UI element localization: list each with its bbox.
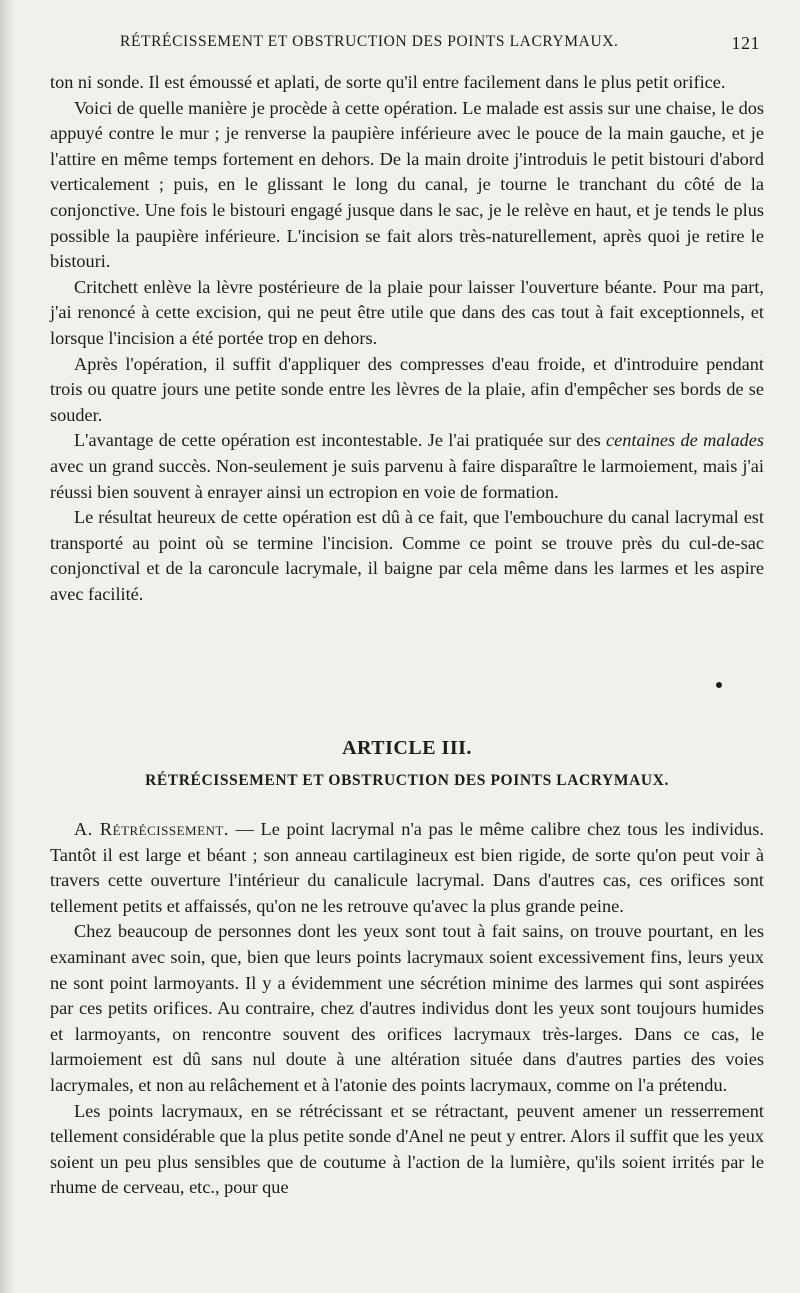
running-head xyxy=(120,33,760,57)
paragraph-after-operation: Après l'opération, il suffit d'appliquer des compresses d'eau froide, et d'introduire pendant trois ou quatre jours une petite sonde entre les lèvres de la plaie, afin d'empêcher ses bords de se souder. xyxy=(50,353,764,425)
section-a-label: A. Rétrécissement. xyxy=(74,819,229,839)
paragraph-section-a xyxy=(50,817,764,919)
paragraph-critchett: Critchett enlève la lèvre postérieure de la plaie pour laisser l'ouverture béante. Pour ma part, j'ai renoncé à cette excision, qui ne peut être utile que dans des cas tout à fait exceptionnels, et lorsque l'incision a été portée trop en dehors. xyxy=(50,276,764,348)
article-subheading: RÉTRÉCISSEMENT ET OBSTRUCTION DES POINTS LACRYMAUX. xyxy=(145,772,669,789)
body-text-bottom xyxy=(50,817,764,1201)
paragraph-continuation: ton ni sonde. Il est émoussé et aplati, de sorte qu'il entre facilement dans le plus petit orifice. xyxy=(50,72,726,92)
paragraph-narrowing: Les points lacrymaux, en se rétrécissant et se rétractant, peuvent amener un resserrement tellement considérable que la plus petite sonde d'Anel ne peut y entrer. Alors il suffit que les yeux soient un peu plus sensibles que de coutume à l'action de la lumière, qu'ils soient irrités par le rhume de cerveau, etc., pour que xyxy=(50,1100,764,1198)
running-head-title: RÉTRÉCISSEMENT ET OBSTRUCTION DES POINTS LACRYMAUX. xyxy=(120,33,619,50)
advantage-text-end: avec un grand succès. Non-seulement je suis parvenu à faire disparaître le larmoiement, mais j'ai réussi bien souvent à enrayer ainsi un ectropion en voie de formation. xyxy=(50,455,764,502)
paragraph-advantage xyxy=(50,428,764,505)
article-header xyxy=(50,732,764,792)
advantage-italic: centaines de malades xyxy=(606,430,764,451)
article-heading: ARTICLE III. xyxy=(342,737,472,759)
paragraph-procedure: Voici de quelle manière je procède à cette opération. Le malade est assis sur une chaise, le dos appuyé contre le mur ; je renverse la paupière inférieure avec le pouce de la main gauche, et je l'attire en même temps fortement en dehors. De la main droite j'introduis le petit bistouri d'abord verticalement ; puis, en le glissant le long du canal, je tourne le tranchant du côté de la conjonctive. Une fois le bistouri engagé jusque dans le sac, je le relève en haut, et je tends le plus possible la paupière inférieure. L'incision se fait alors très-naturellement, après quoi je retire le bistouri. xyxy=(50,97,764,272)
section-a-text: — Le point lacrymal n'a pas le même calibre chez tous les individus. Tantôt il est large et béant ; son anneau cartilagineux est bien rigide, de sorte qu'on peut voir à travers cette ouverture l'intérieur du canalicule lacrymal. Dans d'autres cas, ces orifices sont tellement petits et affaissés, qu'on ne les retrouve qu'avec la plus grande peine. xyxy=(50,819,764,916)
body-text-top xyxy=(50,70,764,607)
page-number: 121 xyxy=(731,33,760,53)
paragraph-healthy-eyes: Chez beaucoup de personnes dont les yeux sont tout à fait sains, on trouve pourtant, en les examinant avec soin, que, bien que leurs points lacrymaux soient excessivement fins, leurs yeux ne sont point larmoyants. Il y a évidemment une sécrétion minime des larmes qui sont aspirées par ces petits orifices. Au contraire, chez d'autres individus dont les yeux sont toujours humides et larmoyants, on rencontre souvent des orifices lacrymaux très-larges. Dans ce cas, le larmoiement est dû sans nul doute à une altération située dans d'autres parties des voies lacrymales, et non au relâchement et à l'atonie des points lacrymaux, comme on l'a prétendu. xyxy=(50,921,764,1095)
paragraph-result: Le résultat heureux de cette opération est dû à ce fait, que l'embouchure du canal lacrymal est transporté au point où se termine l'incision. Comme ce point se trouve près du cul-de-sac conjonctival et de la caroncule lacrymale, il baigne par cela même dans les larmes et les aspire avec facilité. xyxy=(50,507,764,604)
page-gutter-shadow xyxy=(0,0,14,1293)
advantage-text-start: L'avantage de cette opération est incontestable. Je l'ai pratiquée sur des xyxy=(74,430,607,451)
ink-dot xyxy=(716,682,722,688)
